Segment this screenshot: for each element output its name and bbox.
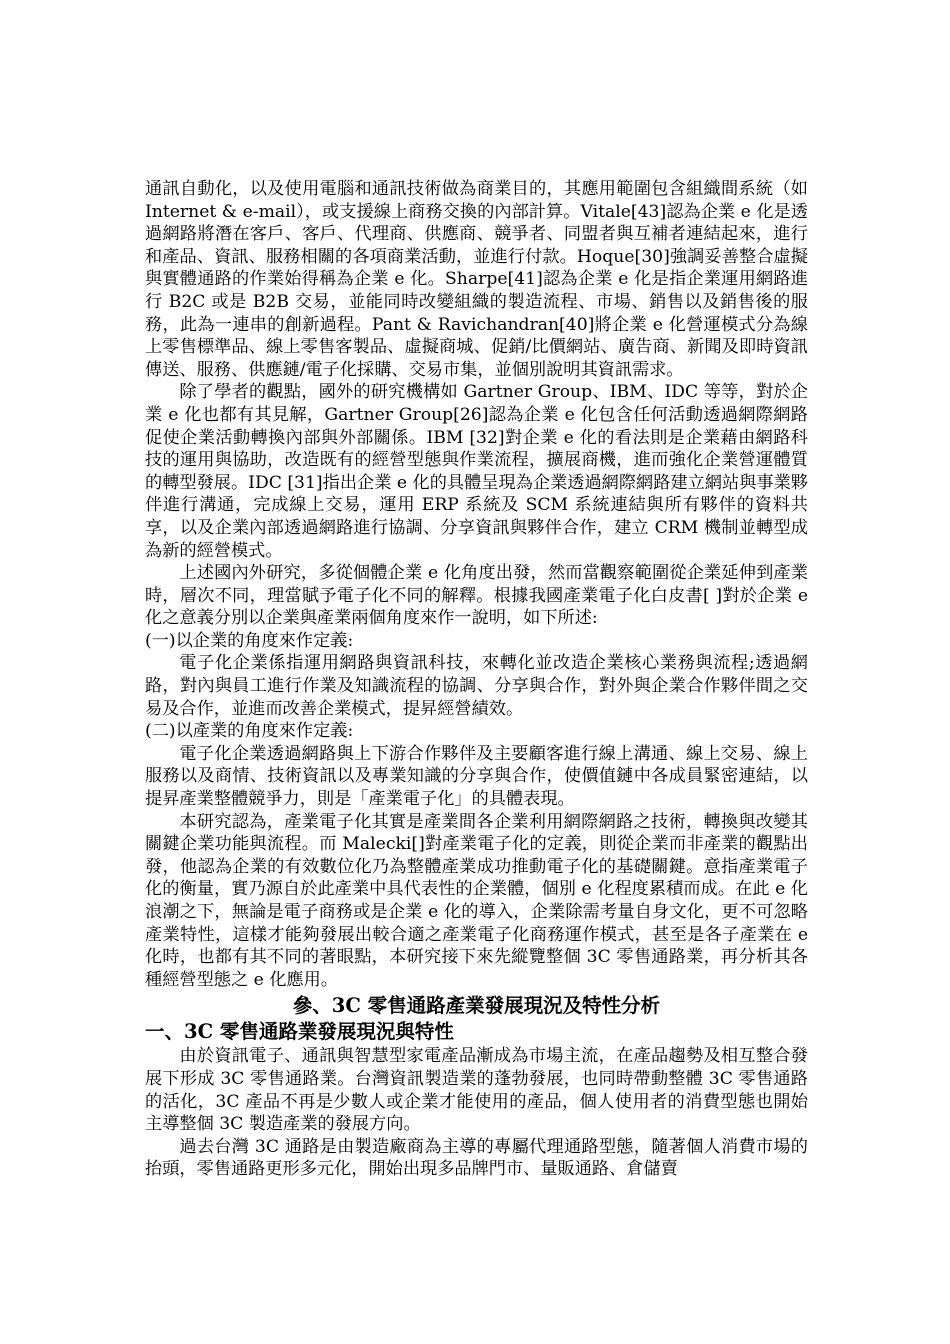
document-page xyxy=(145,178,808,1181)
paragraph-3c-retail-formation: 由於資訊電子、通訊與智慧型家電產品漸成為市場主流，在產品趨勢及相互整合發展下形成 3C 零售通路業。台灣資訊製造業的蓬勃發展，也同時帶動整體 3C 零售通路的活化，3C 產品不再是少數人或企業才能使用的產品，個人使用者的消費型態也開始主導整個 3C 製造產業的發展方向。 xyxy=(145,1046,808,1135)
paragraph-enterprise-definition: 電子化企業係指運用網路與資訊科技，來轉化並改造企業核心業務與流程;透過網路，對內與員工進行作業及知識流程的協調、分享與合作，對外與企業合作夥伴間之交易及合作，並進而改善企業模式，提昇經營績效。 xyxy=(145,653,808,719)
paragraph-3c-channel-history: 過去台灣 3C 通路是由製造廠商為主導的專屬代理通路型態，隨著個人消費市場的抬頭，零售通路更形多元化，開始出現多品牌門市、量販通路、倉儲賣 xyxy=(145,1136,808,1180)
paragraph-ebusiness-definitions: 通訊自動化，以及使用電腦和通訊技術做為商業目的，其應用範圍包含組織間系統（如 Internet & e-mail），或支援線上商務交換的內部計算。Vitale[43]認為企業 e 化是透過網路將潛在客戶、客戶、代理商、供應商、競爭者、同盟者與互補者連結起來，進行和產品、資訊、服務相關的各項商業活動，並進行付款。Hoque[30]強調妥善整合虛擬與實體通路的作業始得稱為企業 e 化。Sharpe[41]認為企業 e 化是指企業運用網路進行 B2C 或是 B2B 交易，並能同時改變組織的製造流程、市場、銷售以及銷售後的服務，此為一連串的創新過程。Pant & Ravichandran[40]將企業 e 化營運模式分為線上零售標準品、線上零售客製品、虛擬商城、促銷/比價網站、廣告商、新聞及即時資訊傳送、服務、供應鏈/電子化採購、交易市集，並個別說明其資訊需求。 xyxy=(145,179,808,380)
section-heading: 參、3C 零售通路產業發展現況及特性分析 xyxy=(292,994,661,1018)
subheading-industry-definition: (二)以產業的角度來作定義: xyxy=(145,721,354,742)
paragraph-industry-definition: 電子化企業透過網路與上下游合作夥伴及主要顧客進行線上溝通、線上交易、線上服務以及商情、技術資訊以及專業知識的分享與合作，使價值鏈中各成員緊密連結，以提昇產業整體競爭力，則是「產業電子化」的具體表現。 xyxy=(145,743,808,810)
subsection-heading: 一、3C 零售通路業發展現況與特性 xyxy=(145,1020,454,1044)
subheading-enterprise-definition: (一)以企業的角度來作定義: xyxy=(145,630,354,651)
paragraph-research-institutes: 除了學者的觀點，國外的研究機構如 Gartner Group、IBM、IDC 等等，對於企業 e 化也都有其見解，Gartner Group[26]認為企業 e 化包含任何活動透過網際網路促使企業活動轉換內部與外部關係。IBM [32]對企業 e 化的看法則是企業藉由網路科技的運用與協助，改造既有的經營型態與作業流程，擴展商機，進而強化企業營運體質的轉型發展。IDC [31]指出企業 e 化的具體呈現為企業透過網際網路建立網站與事業夥伴進行溝通，完成線上交易，運用 ERP 系統及 SCM 系統連結與所有夥伴的資料共享，以及企業內部透過網路進行協調、分享資訊與夥伴合作，建立 CRM 機制並轉型成為新的經營模式。 xyxy=(145,382,808,561)
paragraph-research-view: 本研究認為，產業電子化其實是產業間各企業利用網際網路之技術，轉換與改變其關鍵企業功能與流程。而 Malecki[]對產業電子化的定義，則從企業而非產業的觀點出發，他認為企業的有效數位化乃為整體產業成功推動電子化的基礎關鍵。意指產業電子化的衡量，實乃源自於此產業中具代表性的企業體，個別 e 化程度累積而成。在此 e 化浪潮之下，無論是電子商務或是企業 e 化的導入，企業除需考量自身文化，更不可忽略產業特性，這樣才能夠發展出較合適之產業電子化商務運作模式，甚至是各子產業在 e 化時，也都有其不同的著眼點，本研究接下來先縱覽整個 3C 零售通路業，再分析其各種經營型態之 e 化應用。 xyxy=(145,811,808,990)
paragraph-industry-perspective: 上述國內外研究，多從個體企業 e 化角度出發，然而當觀察範圍從企業延伸到產業時，層次不同，理當賦予電子化不同的解釋。根據我國產業電子化白皮書[ ]對於企業 e 化之意義分別以企業與產業兩個角度來作一說明，如下所述: xyxy=(145,563,808,629)
